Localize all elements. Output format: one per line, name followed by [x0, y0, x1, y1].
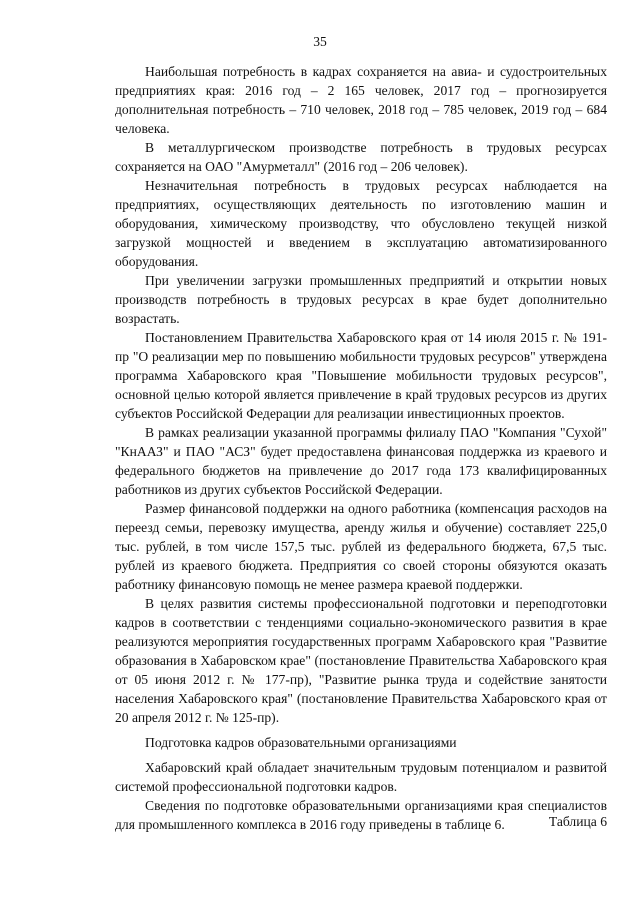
- paragraph-metallurgy-demand: В металлургическом производстве потребность в трудовых ресурсах сохраняется на ОАО "Амурметалл" (2016 год – 206 человек).: [115, 140, 607, 174]
- paragraph-mobility-program: Постановлением Правительства Хабаровского края от 14 июля 2015 г. № 191-пр "О реализации мер по повышению мобильности трудовых ресурсов" утверждена программа Хабаровского края "Повышение мобильности трудовых ресурсов", основной целью которой является привлечение в край трудовых ресурсов из других субъектов Российской Федерации для реализации инвестиционных проектов.: [115, 330, 607, 421]
- paragraph-aviation-demand: Наибольшая потребность в кадрах сохраняется на авиа- и судостроительных предприятиях края: 2016 год – 2 165 человек, 2017 год – прогнозируется дополнительная потребность – 710 человек, 2018 год – 785 человек, 2019 год – 684 человека.: [115, 64, 607, 136]
- paragraph-table-reference: Сведения по подготовке образовательными организациями края специалистов для промышленного комплекса в 2016 году приведены в таблице 6.: [115, 798, 607, 832]
- page-number: 35: [313, 34, 327, 49]
- table-caption: Таблица 6: [548, 814, 607, 829]
- paragraph-financial-support: В рамках реализации указанной программы филиалу ПАО "Компания "Сухой" "КнААЗ" и ПАО "АСЗ" будет предоставлена финансовая поддержка из краевого и федерального бюджетов на привлечение до 2017 года 173 квалифицированных работников из других субъектов Российской Федерации.: [115, 425, 607, 497]
- paragraph-machinery-demand: Незначительная потребность в трудовых ресурсах наблюдается на предприятиях, осуществляющих деятельность по изготовлению машин и оборудования, химическому производству, что обусловлено текущей низкой загрузкой мощностей и введением в эксплуатацию автоматизированного оборудования.: [115, 178, 607, 269]
- paragraph-support-amount: Размер финансовой поддержки на одного работника (компенсация расходов на переезд семьи, перевозку имущества, аренду жилья и обучение) составляет 225,0 тыс. рублей, в том числе 157,5 тыс. рублей из федерального бюджета, 67,5 тыс. рублей из краевого бюджета. Предприятия со своей стороны обязуются оказать работнику финансовую помощь не менее размера краевой поддержки.: [115, 501, 607, 592]
- section-heading: Подготовка кадров образовательными организациями: [145, 735, 457, 750]
- paragraph-training-programs: В целях развития системы профессиональной подготовки и переподготовки кадров в соответствии с тенденциями социально-экономического развития в крае реализуются мероприятия государственных программ Хабаровского края "Развитие образования в Хабаровском крае" (постановление Правительства Хабаровского края от 05 июня 2012 г. № 177-пр), "Развитие рынка труда и содействие занятости населения Хабаровского края" (постановление Правительства Хабаровского края от 20 апреля 2012 г. № 125-пр).: [115, 596, 607, 725]
- body-text: [115, 62, 607, 834]
- paragraph-labor-potential: Хабаровский край обладает значительным трудовым потенциалом и развитой системой профессиональной подготовки кадров.: [115, 760, 607, 794]
- paragraph-future-demand: При увеличении загрузки промышленных предприятий и открытии новых производств потребность в трудовых ресурсах в крае будет дополнительно возрастать.: [115, 273, 607, 326]
